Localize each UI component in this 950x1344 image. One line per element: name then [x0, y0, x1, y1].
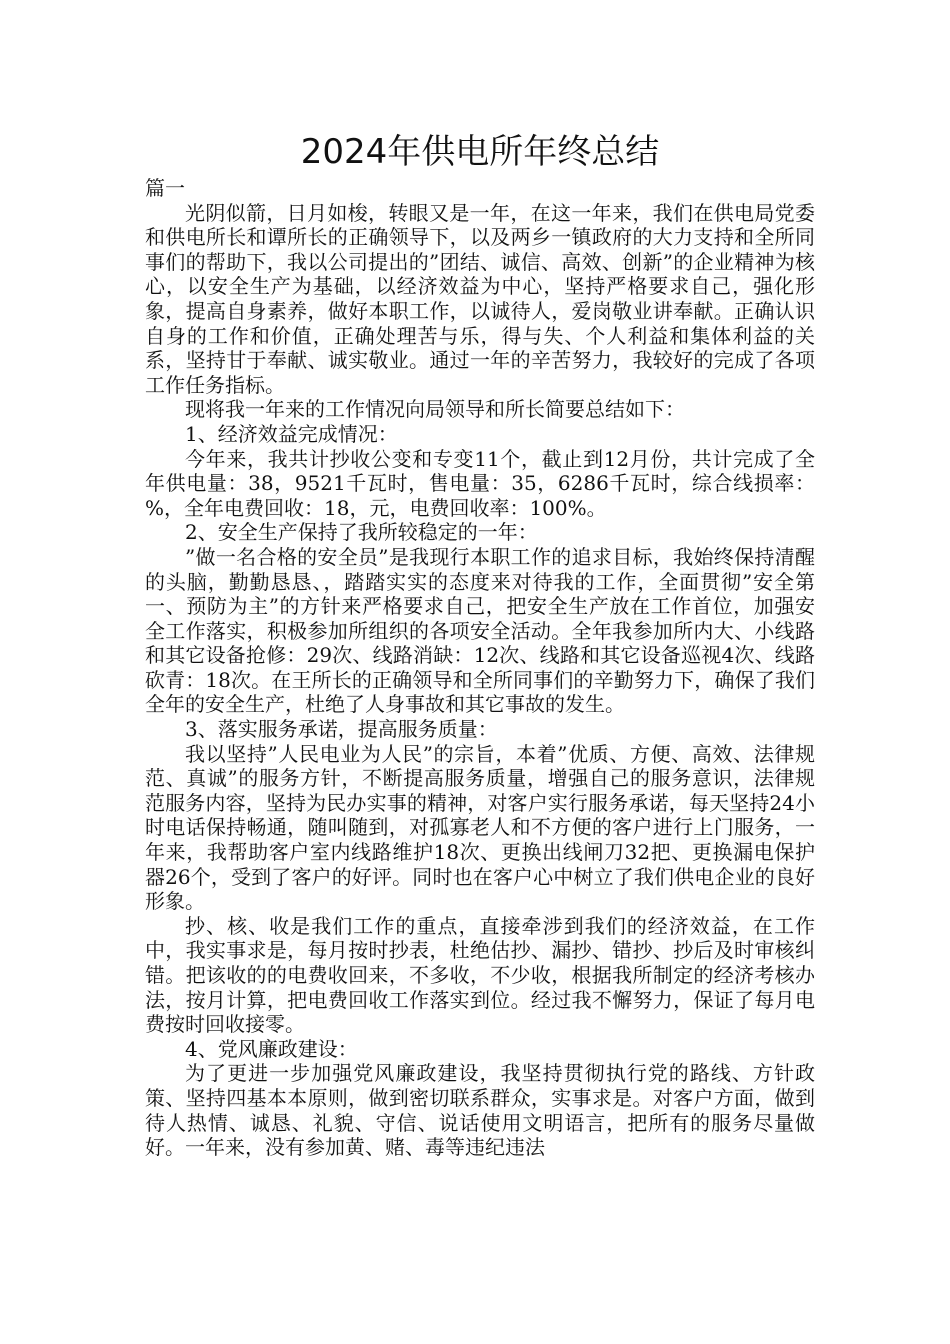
document-title: 2024年供电所年终总结 — [300, 132, 660, 172]
paragraph-safety-production: ”做一名合格的安全员”是我现行本职工作的追求目标，我始终保持清醒的头脑，勤勤恳恳、，踏踏实实的态度来对待我的工作，全面贯彻”安全第一、预防为主”的方针来严格要求自己，把安全生产放在工作首位，加强安全工作落实，积极参加所组织的各项安全活动。全年我参加所内大、小线路和其它设备抢修：29次、线路消缺：12次、线路和其它设备巡视4次、线路砍青：18次。在王所长的正确领导和全所同事们的辛勤努力下，确保了我们全年的安全生产，杜绝了人身事故和其它事故的发生。 — [145, 544, 815, 717]
section-label: 篇一 — [145, 176, 185, 200]
paragraph-economic-benefit: 今年来，我共计抄收公变和专变11个，截止到12月份，共计完成了全年供电量：38，9521千瓦时，售电量：35，6286千瓦时，综合线损率：%，全年电费回收：18，元，电费回收率：100%。 — [145, 446, 815, 520]
heading-economic-benefit: 1、经济效益完成情况： — [185, 421, 398, 446]
paragraph-service-commitment: 我以坚持”人民电业为人民”的宗旨，本着”优质、方便、高效、法律规范、真诚”的服务方针，不断提高服务质量，增强自己的服务意识，法律规范服务内容，坚持为民办实事的精神，对客户实行服务承诺，每天坚持24小时电话保持畅通，随叫随到，对孤寡老人和不方便的客户进行上门服务，一年来，我帮助客户室内线路维护18次、更换出线闸刀32把、更换漏电保护器26个，受到了客户的好评。同时也在客户心中树立了我们供电企业的良好形象。 — [145, 741, 815, 914]
document-page — [145, 128, 815, 1160]
paragraph-integrity: 为了更进一步加强党风廉政建设，我坚持贯彻执行党的路线、方针政策、坚持四基本本原则，做到密切联系群众，实事求是。对客户方面，做到待人热情、诚恳、礼貌、守信、说话使用文明语言，把所有的服务尽量做好。一年来，没有参加黄、赌、毒等违纪违法 — [145, 1061, 815, 1160]
heading-service-commitment: 3、落实服务承诺，提高服务质量： — [185, 717, 498, 742]
paragraph-intro: 光阴似箭，日月如梭，转眼又是一年，在这一年来，我们在供电局党委和供电所长和谭所长的正确领导下，以及两乡一镇政府的大力支持和全所同事们的帮助下，我以公司提出的”团结、诚信、高效、创新”的企业精神为核心，以安全生产为基础，以经济效益为中心，坚持严格要求自己，强化形象，提高自身素养，做好本职工作，以诚待人，爱岗敬业讲奉献。正确认识自身的工作和价值，正确处理苦与乐，得与失、个人利益和集体利益的关系，坚持甘于奉献、诚实敬业。通过一年的辛苦努力，我较好的完成了各项工作任务指标。 — [145, 200, 815, 397]
paragraph-summary-lead: 现将我一年来的工作情况向局领导和所长简要总结如下： — [185, 397, 685, 422]
heading-safety-production: 2、安全生产保持了我所较稳定的一年： — [185, 520, 538, 545]
heading-integrity: 4、党风廉政建设： — [185, 1036, 358, 1061]
paragraph-meter-reading: 抄、核、收是我们工作的重点，直接牵涉到我们的经济效益，在工作中，我实事求是，每月按时抄表，杜绝估抄、漏抄、错抄、抄后及时审核纠错。把该收的的电费收回来，不多收，不少收，根据我所制定的经济考核办法，按月计算，把电费回收工作落实到位。经过我不懈努力，保证了每月电费按时回收接零。 — [145, 913, 815, 1037]
